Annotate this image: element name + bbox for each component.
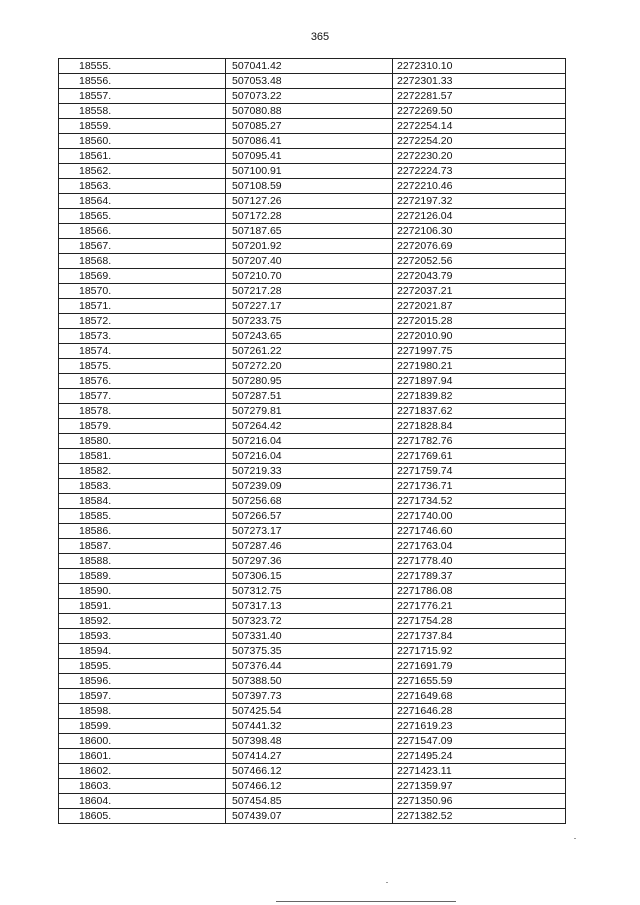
easting-cell: 507239.09 (226, 479, 393, 494)
point-number-cell: 18583. (59, 479, 226, 494)
point-number-cell: 18563. (59, 179, 226, 194)
easting-cell: 507216.04 (226, 434, 393, 449)
table-row (59, 719, 566, 734)
table-row (59, 569, 566, 584)
northing-cell: 2272076.69 (393, 239, 566, 254)
easting-cell: 507323.72 (226, 614, 393, 629)
easting-cell: 507376.44 (226, 659, 393, 674)
point-number-cell: 18560. (59, 134, 226, 149)
point-number-cell: 18578. (59, 404, 226, 419)
easting-cell: 507080.88 (226, 104, 393, 119)
table-row (59, 254, 566, 269)
easting-cell: 507219.33 (226, 464, 393, 479)
easting-cell: 507273.17 (226, 524, 393, 539)
point-number-cell: 18603. (59, 779, 226, 794)
table-row (59, 419, 566, 434)
table-row (59, 479, 566, 494)
easting-cell: 507266.57 (226, 509, 393, 524)
northing-cell: 2272269.50 (393, 104, 566, 119)
table-row (59, 764, 566, 779)
point-number-cell: 18592. (59, 614, 226, 629)
northing-cell: 2271737.84 (393, 629, 566, 644)
table-row (59, 734, 566, 749)
easting-cell: 507073.22 (226, 89, 393, 104)
easting-cell: 507207.40 (226, 254, 393, 269)
table-row (59, 494, 566, 509)
table-row (59, 659, 566, 674)
easting-cell: 507053.48 (226, 74, 393, 89)
table-row (59, 134, 566, 149)
table-row (59, 674, 566, 689)
point-number-cell: 18595. (59, 659, 226, 674)
easting-cell: 507297.36 (226, 554, 393, 569)
point-number-cell: 18568. (59, 254, 226, 269)
northing-cell: 2271980.21 (393, 359, 566, 374)
northing-cell: 2272254.20 (393, 134, 566, 149)
northing-cell: 2271350.96 (393, 794, 566, 809)
northing-cell: 2271763.04 (393, 539, 566, 554)
point-number-cell: 18569. (59, 269, 226, 284)
point-number-cell: 18558. (59, 104, 226, 119)
table-row (59, 299, 566, 314)
point-number-cell: 18582. (59, 464, 226, 479)
table-row (59, 794, 566, 809)
easting-cell: 507331.40 (226, 629, 393, 644)
point-number-cell: 18559. (59, 119, 226, 134)
easting-cell: 507272.20 (226, 359, 393, 374)
point-number-cell: 18596. (59, 674, 226, 689)
northing-cell: 2271715.92 (393, 644, 566, 659)
northing-cell: 2271837.62 (393, 404, 566, 419)
point-number-cell: 18567. (59, 239, 226, 254)
page-number: 365 (310, 31, 330, 43)
easting-cell: 507454.85 (226, 794, 393, 809)
easting-cell: 507287.51 (226, 389, 393, 404)
point-number-cell: 18561. (59, 149, 226, 164)
easting-cell: 507306.15 (226, 569, 393, 584)
point-number-cell: 18573. (59, 329, 226, 344)
table-row (59, 704, 566, 719)
table-row (59, 224, 566, 239)
easting-cell: 507312.75 (226, 584, 393, 599)
northing-cell: 2271740.00 (393, 509, 566, 524)
point-number-cell: 18570. (59, 284, 226, 299)
point-number-cell: 18604. (59, 794, 226, 809)
northing-cell: 2271495.24 (393, 749, 566, 764)
point-number-cell: 18594. (59, 644, 226, 659)
table-row (59, 239, 566, 254)
easting-cell: 507388.50 (226, 674, 393, 689)
table-row (59, 179, 566, 194)
northing-cell: 2271649.68 (393, 689, 566, 704)
point-number-cell: 18556. (59, 74, 226, 89)
table-row (59, 644, 566, 659)
easting-cell: 507127.26 (226, 194, 393, 209)
northing-cell: 2272210.46 (393, 179, 566, 194)
point-number-cell: 18599. (59, 719, 226, 734)
table-row (59, 584, 566, 599)
table-row (59, 629, 566, 644)
point-number-cell: 18601. (59, 749, 226, 764)
easting-cell: 507095.41 (226, 149, 393, 164)
point-number-cell: 18590. (59, 584, 226, 599)
northing-cell: 2272021.87 (393, 299, 566, 314)
table-row (59, 554, 566, 569)
northing-cell: 2271655.59 (393, 674, 566, 689)
easting-cell: 507243.65 (226, 329, 393, 344)
northing-cell: 2272052.56 (393, 254, 566, 269)
coordinates-table (58, 58, 566, 824)
table-row (59, 119, 566, 134)
northing-cell: 2271423.11 (393, 764, 566, 779)
table-row (59, 464, 566, 479)
northing-cell: 2271786.08 (393, 584, 566, 599)
northing-cell: 2271997.75 (393, 344, 566, 359)
northing-cell: 2271736.71 (393, 479, 566, 494)
point-number-cell: 18575. (59, 359, 226, 374)
northing-cell: 2272230.20 (393, 149, 566, 164)
table-row (59, 374, 566, 389)
easting-cell: 507317.13 (226, 599, 393, 614)
easting-cell: 507187.65 (226, 224, 393, 239)
table-row (59, 524, 566, 539)
scan-speck (386, 882, 388, 883)
northing-cell: 2272310.10 (393, 59, 566, 74)
table-row (59, 434, 566, 449)
northing-cell: 2271759.74 (393, 464, 566, 479)
table-row (59, 389, 566, 404)
table-row (59, 104, 566, 119)
point-number-cell: 18589. (59, 569, 226, 584)
easting-cell: 507441.32 (226, 719, 393, 734)
easting-cell: 507264.42 (226, 419, 393, 434)
table-row (59, 89, 566, 104)
table-row (59, 809, 566, 824)
easting-cell: 507398.48 (226, 734, 393, 749)
easting-cell: 507425.54 (226, 704, 393, 719)
point-number-cell: 18555. (59, 59, 226, 74)
point-number-cell: 18586. (59, 524, 226, 539)
northing-cell: 2271359.97 (393, 779, 566, 794)
point-number-cell: 18587. (59, 539, 226, 554)
northing-cell: 2272010.90 (393, 329, 566, 344)
northing-cell: 2272254.14 (393, 119, 566, 134)
easting-cell: 507041.42 (226, 59, 393, 74)
table-row (59, 269, 566, 284)
point-number-cell: 18600. (59, 734, 226, 749)
northing-cell: 2271778.40 (393, 554, 566, 569)
easting-cell: 507439.07 (226, 809, 393, 824)
northing-cell: 2272015.28 (393, 314, 566, 329)
easting-cell: 507466.12 (226, 779, 393, 794)
point-number-cell: 18591. (59, 599, 226, 614)
point-number-cell: 18571. (59, 299, 226, 314)
table-row (59, 614, 566, 629)
northing-cell: 2272301.33 (393, 74, 566, 89)
point-number-cell: 18576. (59, 374, 226, 389)
easting-cell: 507085.27 (226, 119, 393, 134)
table-row (59, 779, 566, 794)
northing-cell: 2271646.28 (393, 704, 566, 719)
table-row (59, 449, 566, 464)
easting-cell: 507397.73 (226, 689, 393, 704)
easting-cell: 507280.95 (226, 374, 393, 389)
easting-cell: 507279.81 (226, 404, 393, 419)
northing-cell: 2272043.79 (393, 269, 566, 284)
point-number-cell: 18597. (59, 689, 226, 704)
northing-cell: 2271828.84 (393, 419, 566, 434)
table-row (59, 149, 566, 164)
northing-cell: 2271754.28 (393, 614, 566, 629)
point-number-cell: 18557. (59, 89, 226, 104)
easting-cell: 507172.28 (226, 209, 393, 224)
northing-cell: 2271619.23 (393, 719, 566, 734)
point-number-cell: 18580. (59, 434, 226, 449)
easting-cell: 507466.12 (226, 764, 393, 779)
coordinates-table-body (59, 59, 566, 824)
easting-cell: 507210.70 (226, 269, 393, 284)
table-row (59, 329, 566, 344)
table-row (59, 314, 566, 329)
table-row (59, 749, 566, 764)
point-number-cell: 18585. (59, 509, 226, 524)
point-number-cell: 18562. (59, 164, 226, 179)
point-number-cell: 18581. (59, 449, 226, 464)
northing-cell: 2271839.82 (393, 389, 566, 404)
northing-cell: 2272224.73 (393, 164, 566, 179)
northing-cell: 2271776.21 (393, 599, 566, 614)
northing-cell: 2272197.32 (393, 194, 566, 209)
table-row (59, 689, 566, 704)
northing-cell: 2271789.37 (393, 569, 566, 584)
easting-cell: 507217.28 (226, 284, 393, 299)
point-number-cell: 18565. (59, 209, 226, 224)
table-row (59, 599, 566, 614)
table-row (59, 509, 566, 524)
point-number-cell: 18564. (59, 194, 226, 209)
table-row (59, 344, 566, 359)
point-number-cell: 18593. (59, 629, 226, 644)
table-row (59, 359, 566, 374)
northing-cell: 2272106.30 (393, 224, 566, 239)
northing-cell: 2271382.52 (393, 809, 566, 824)
northing-cell: 2272281.57 (393, 89, 566, 104)
northing-cell: 2271769.61 (393, 449, 566, 464)
easting-cell: 507261.22 (226, 344, 393, 359)
easting-cell: 507201.92 (226, 239, 393, 254)
point-number-cell: 18577. (59, 389, 226, 404)
easting-cell: 507375.35 (226, 644, 393, 659)
point-number-cell: 18579. (59, 419, 226, 434)
table-row (59, 209, 566, 224)
easting-cell: 507287.46 (226, 539, 393, 554)
easting-cell: 507256.68 (226, 494, 393, 509)
easting-cell: 507414.27 (226, 749, 393, 764)
easting-cell: 507227.17 (226, 299, 393, 314)
table-row (59, 59, 566, 74)
table-row (59, 194, 566, 209)
point-number-cell: 18584. (59, 494, 226, 509)
table-row (59, 539, 566, 554)
northing-cell: 2271746.60 (393, 524, 566, 539)
easting-cell: 507216.04 (226, 449, 393, 464)
easting-cell: 507100.91 (226, 164, 393, 179)
scan-speck (574, 838, 576, 839)
northing-cell: 2272126.04 (393, 209, 566, 224)
northing-cell: 2271691.79 (393, 659, 566, 674)
footer-rule (276, 901, 456, 902)
point-number-cell: 18605. (59, 809, 226, 824)
table-row (59, 74, 566, 89)
point-number-cell: 18602. (59, 764, 226, 779)
easting-cell: 507086.41 (226, 134, 393, 149)
point-number-cell: 18598. (59, 704, 226, 719)
northing-cell: 2271734.52 (393, 494, 566, 509)
point-number-cell: 18572. (59, 314, 226, 329)
northing-cell: 2272037.21 (393, 284, 566, 299)
easting-cell: 507233.75 (226, 314, 393, 329)
table-row (59, 164, 566, 179)
point-number-cell: 18574. (59, 344, 226, 359)
table-row (59, 404, 566, 419)
northing-cell: 2271897.94 (393, 374, 566, 389)
easting-cell: 507108.59 (226, 179, 393, 194)
table-row (59, 284, 566, 299)
northing-cell: 2271782.76 (393, 434, 566, 449)
point-number-cell: 18566. (59, 224, 226, 239)
point-number-cell: 18588. (59, 554, 226, 569)
northing-cell: 2271547.09 (393, 734, 566, 749)
